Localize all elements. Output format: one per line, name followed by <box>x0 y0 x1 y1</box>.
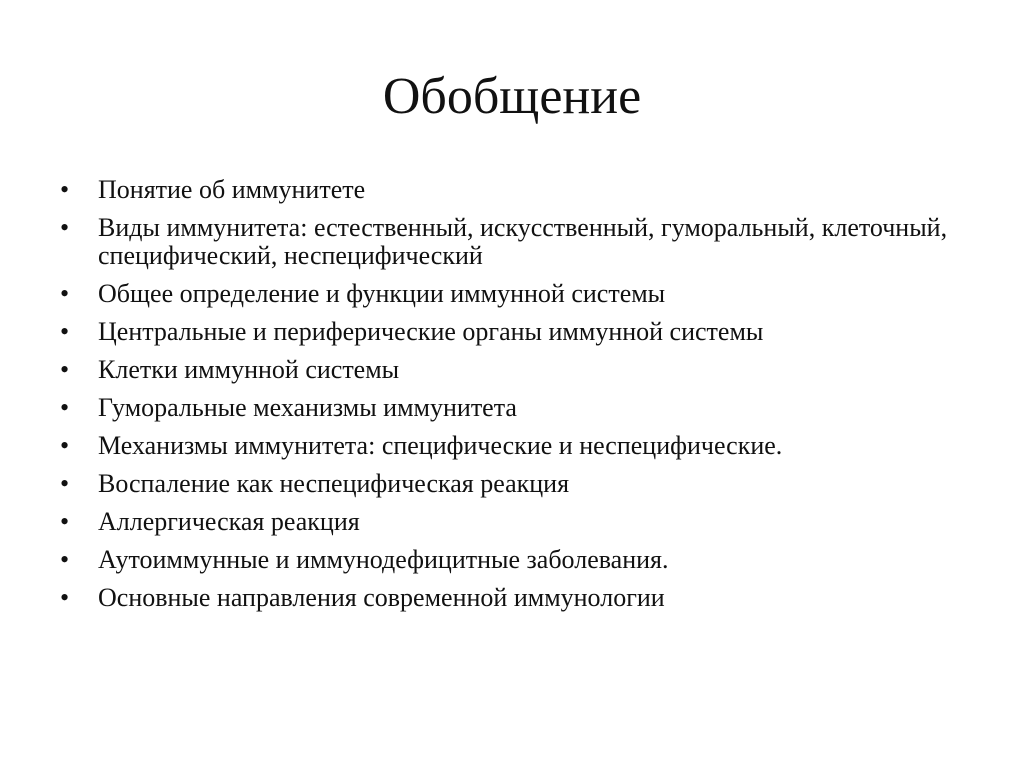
list-item <box>60 546 990 574</box>
list-item <box>60 214 990 270</box>
bullet-dot-icon: • <box>60 507 70 536</box>
list-item-text: Понятие об иммунитете <box>98 175 366 204</box>
bullet-dot-icon: • <box>60 393 70 422</box>
list-item-text: Механизмы иммунитета: специфические и неспецифические. <box>98 431 783 460</box>
bullet-dot-icon: • <box>60 317 70 346</box>
list-item-text: Аллергическая реакция <box>98 507 360 536</box>
bullet-dot-icon: • <box>60 583 70 612</box>
list-item-text: Общее определение и функции иммунной системы <box>98 279 666 308</box>
bullet-dot-icon: • <box>60 213 70 242</box>
bullet-dot-icon: • <box>60 431 70 460</box>
bullet-dot-icon: • <box>60 355 70 384</box>
list-item-text: Гуморальные механизмы иммунитета <box>98 393 517 422</box>
bullet-dot-icon: • <box>60 279 70 308</box>
list-item <box>60 280 990 308</box>
bullet-dot-icon: • <box>60 175 70 204</box>
list-item <box>60 432 990 460</box>
list-item-text: Клетки иммунной системы <box>98 355 400 384</box>
list-item <box>60 394 990 422</box>
list-item-text: Аутоиммунные и иммунодефицитные заболевания. <box>98 545 669 574</box>
list-item-text: Центральные и периферические органы иммунной системы <box>98 317 764 346</box>
list-item <box>60 470 990 498</box>
list-item <box>60 176 990 204</box>
slide-title: Обобщение <box>382 68 642 125</box>
bullet-dot-icon: • <box>60 469 70 498</box>
list-item-text: Воспаление как неспецифическая реакция <box>98 469 570 498</box>
list-item <box>60 356 990 384</box>
bullet-dot-icon: • <box>60 545 70 574</box>
list-item <box>60 318 990 346</box>
list-item <box>60 508 990 536</box>
list-item <box>60 584 990 612</box>
list-item-text: Основные направления современной иммунологии <box>98 583 665 612</box>
bullet-list <box>60 176 990 622</box>
list-item-text: Виды иммунитета: естественный, искусственный, гуморальный, клеточный, специфический, неспецифический <box>98 213 948 270</box>
